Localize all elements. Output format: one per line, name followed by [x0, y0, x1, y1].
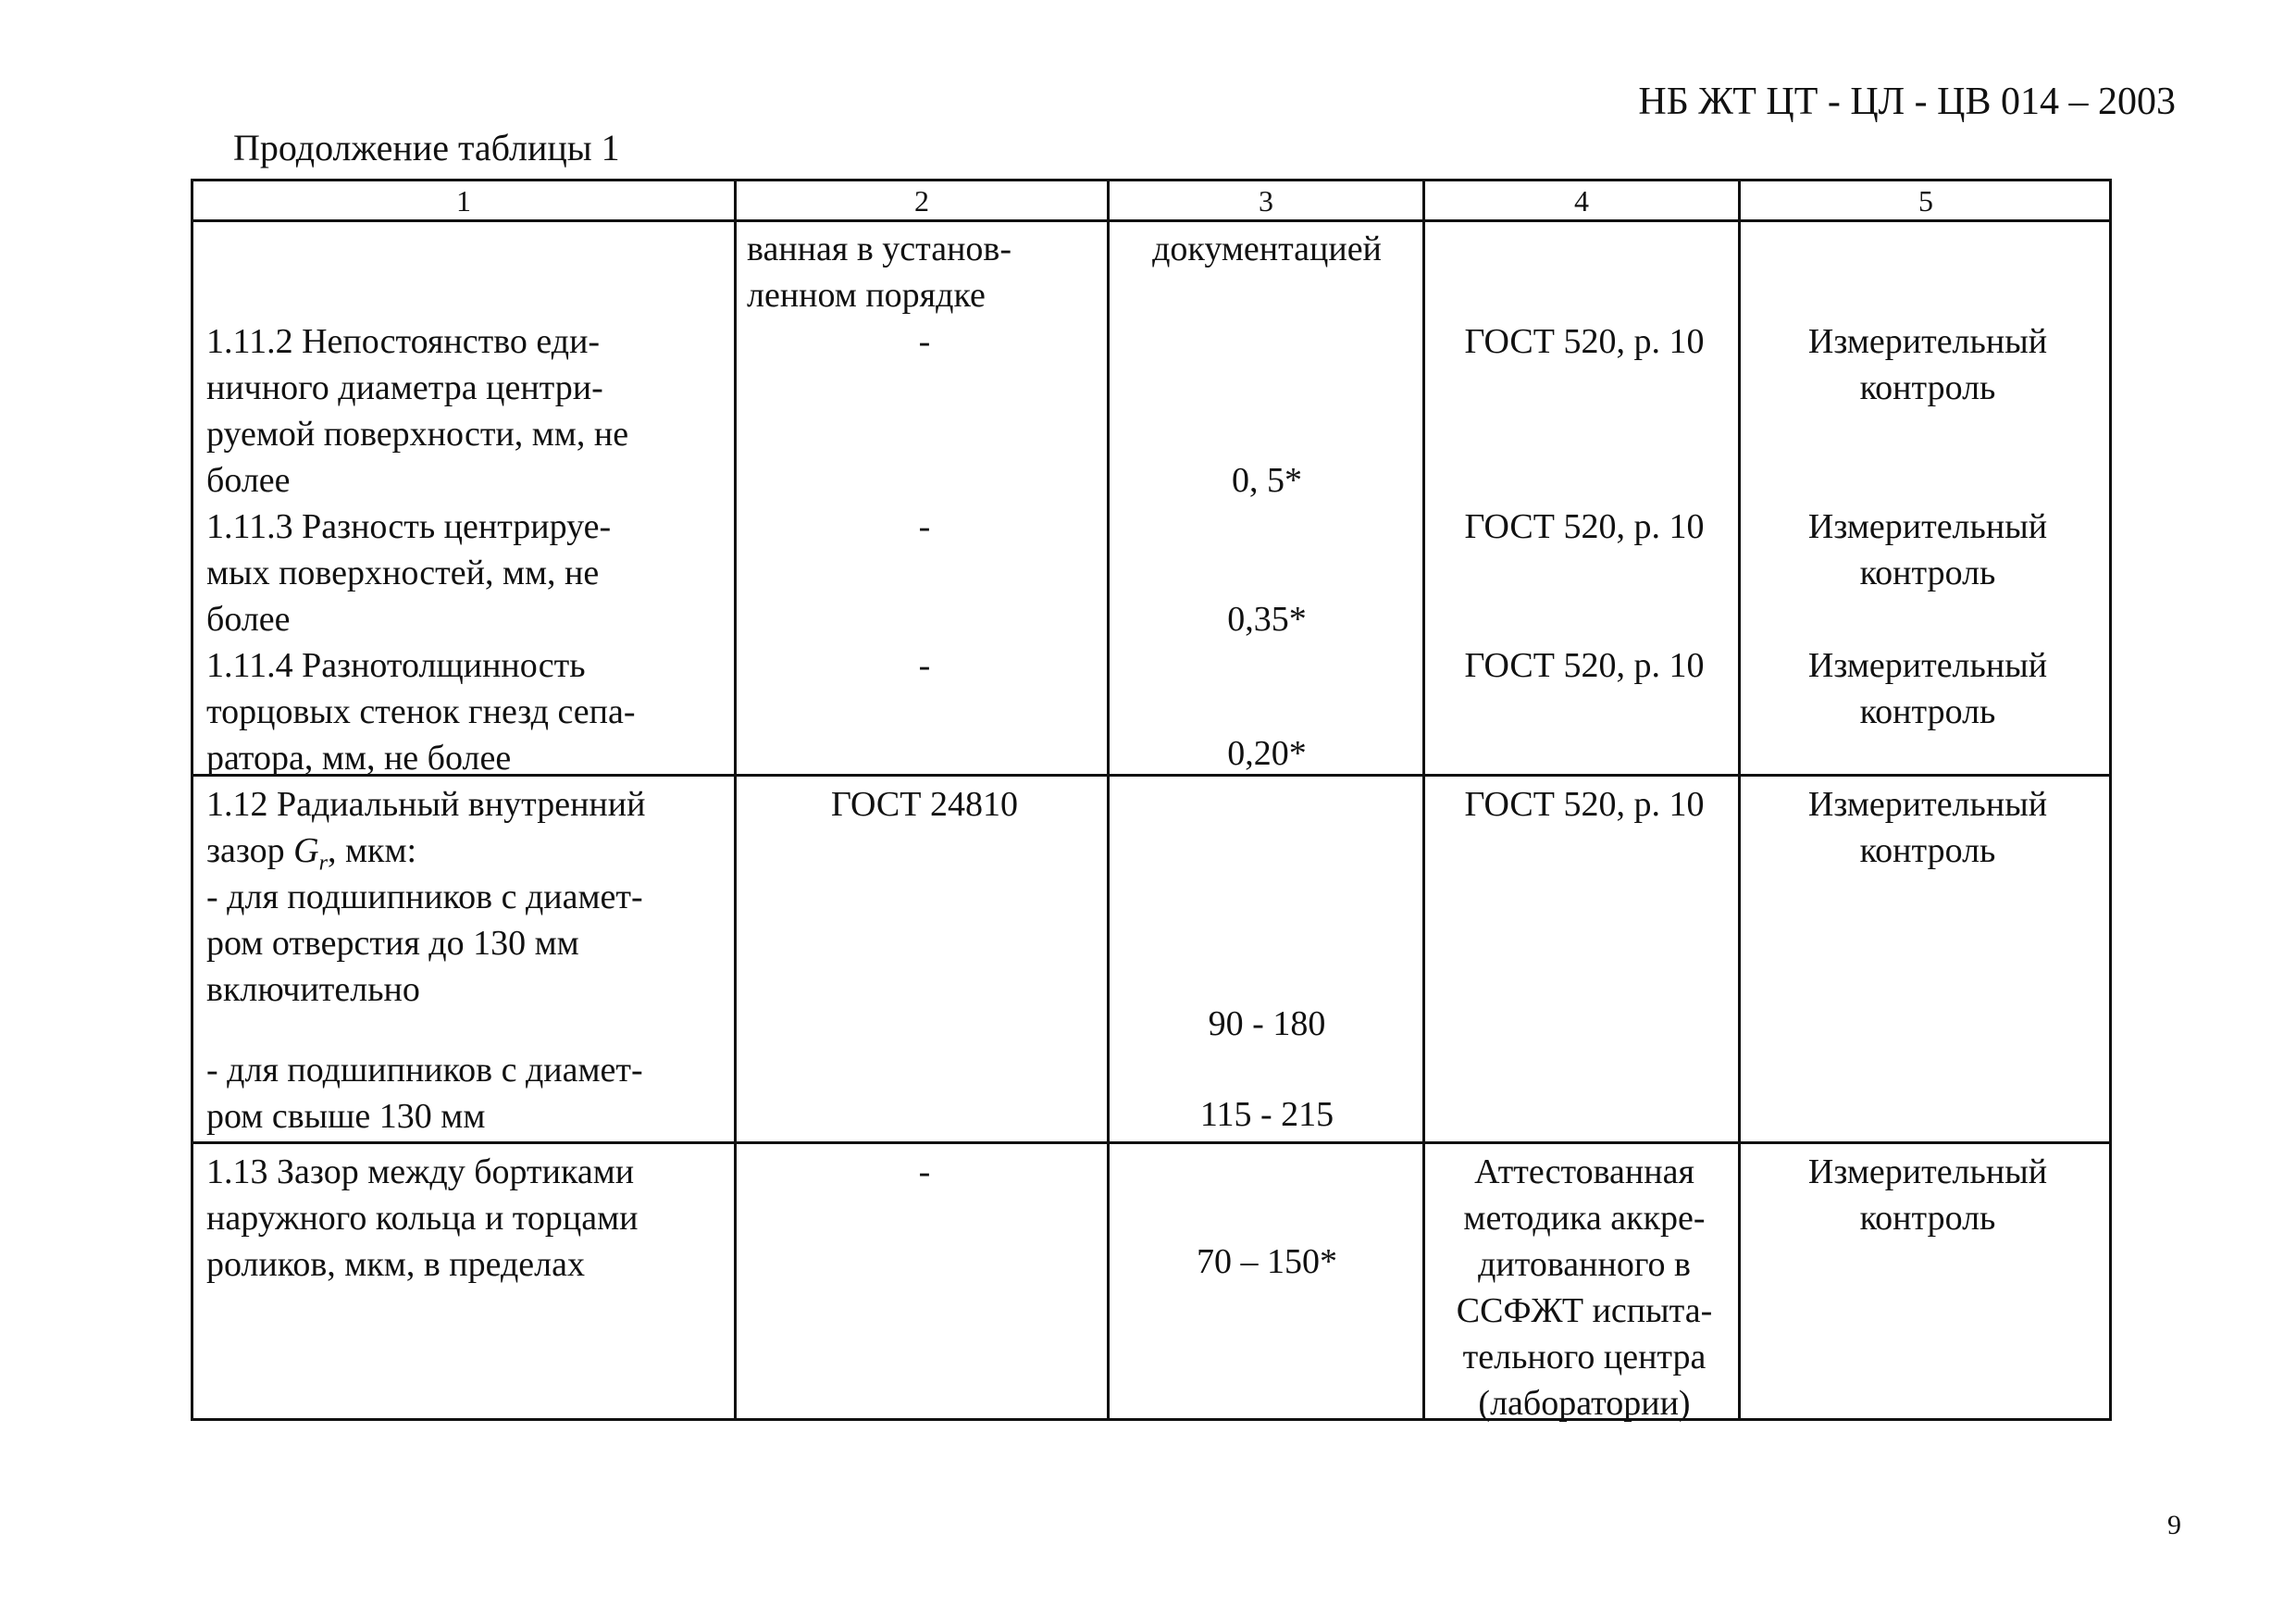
- r112-method: ГОСТ 520, р. 10: [1464, 785, 1705, 824]
- r112-gap-unit: , мкм:: [327, 831, 417, 870]
- r1112-description: 1.11.2 Непостоянство еди- ничного диаметра центри- руемой поверхности, мм, не более: [206, 322, 629, 500]
- r112-gap-label: зазор: [206, 831, 285, 870]
- r1114-value: 0,20*: [1227, 734, 1307, 773]
- r112-value-a: 90 - 180: [1208, 1004, 1326, 1043]
- r112-value-b: 115 - 215: [1199, 1095, 1334, 1134]
- r1114-method: ГОСТ 520, р. 10: [1464, 646, 1705, 685]
- column-number-3: 3: [1259, 184, 1273, 218]
- document-code: НБ ЖТ ЦТ - ЦЛ - ЦВ 014 – 2003: [1638, 81, 2176, 123]
- r112-case-a: - для подшипников с диамет- ром отверстия до 130 мм включительно: [206, 878, 643, 1009]
- cont-col2: ванная в установ- ленном порядке: [747, 230, 1012, 315]
- r1112-col2: -: [918, 322, 931, 361]
- r1113-control: Измерительный контроль: [1807, 507, 2048, 592]
- cont-col3: документацией: [1152, 230, 1382, 268]
- r113-col2: -: [918, 1152, 931, 1191]
- r1113-col2: -: [918, 507, 931, 546]
- table-caption: Продолжение таблицы 1: [233, 127, 620, 168]
- r1113-method: ГОСТ 520, р. 10: [1464, 507, 1705, 546]
- r112-standard: ГОСТ 24810: [831, 785, 1018, 824]
- r1113-value: 0,35*: [1227, 600, 1307, 639]
- r1112-value: 0, 5*: [1232, 461, 1302, 500]
- r1112-control: Измерительный контроль: [1807, 322, 2048, 407]
- row-divider: [193, 1141, 2109, 1144]
- column-number-1: 1: [456, 184, 471, 218]
- r112-gap-symbol: $G_r$: [293, 831, 328, 876]
- r112-control: Измерительный контроль: [1807, 785, 2048, 870]
- r112-title: 1.12 Радиальный внутренний: [206, 785, 646, 824]
- r1114-col2: -: [918, 646, 931, 685]
- column-number-5: 5: [1918, 184, 1933, 218]
- column-divider: [1422, 181, 1425, 1418]
- r1114-control: Измерительный контроль: [1807, 646, 2048, 731]
- column-number-2: 2: [914, 184, 929, 218]
- r1112-method: ГОСТ 520, р. 10: [1464, 322, 1705, 361]
- r113-method: Аттестованная методика аккре- дитованного в ССФЖТ испыта- тельного центра (лаборатории): [1456, 1152, 1713, 1423]
- r1113-description: 1.11.3 Разность центрируе- мых поверхностей, мм, не более: [206, 507, 612, 639]
- r113-description: 1.13 Зазор между бортиками наружного кольца и торцами роликов, мкм, в пределах: [206, 1152, 639, 1284]
- column-divider: [734, 181, 737, 1418]
- r113-control: Измерительный контроль: [1807, 1152, 2048, 1238]
- r1114-description: 1.11.4 Разнотолщинность торцовых стенок гнезд сепа- ратора, мм, не более: [206, 646, 636, 778]
- column-number-4: 4: [1574, 184, 1589, 218]
- requirements-table: [191, 179, 2112, 1421]
- r112-case-b: - для подшипников с диамет- ром свыше 130 мм: [206, 1051, 643, 1136]
- r113-value: 70 – 150*: [1197, 1242, 1337, 1281]
- page-number: 9: [2167, 1510, 2181, 1540]
